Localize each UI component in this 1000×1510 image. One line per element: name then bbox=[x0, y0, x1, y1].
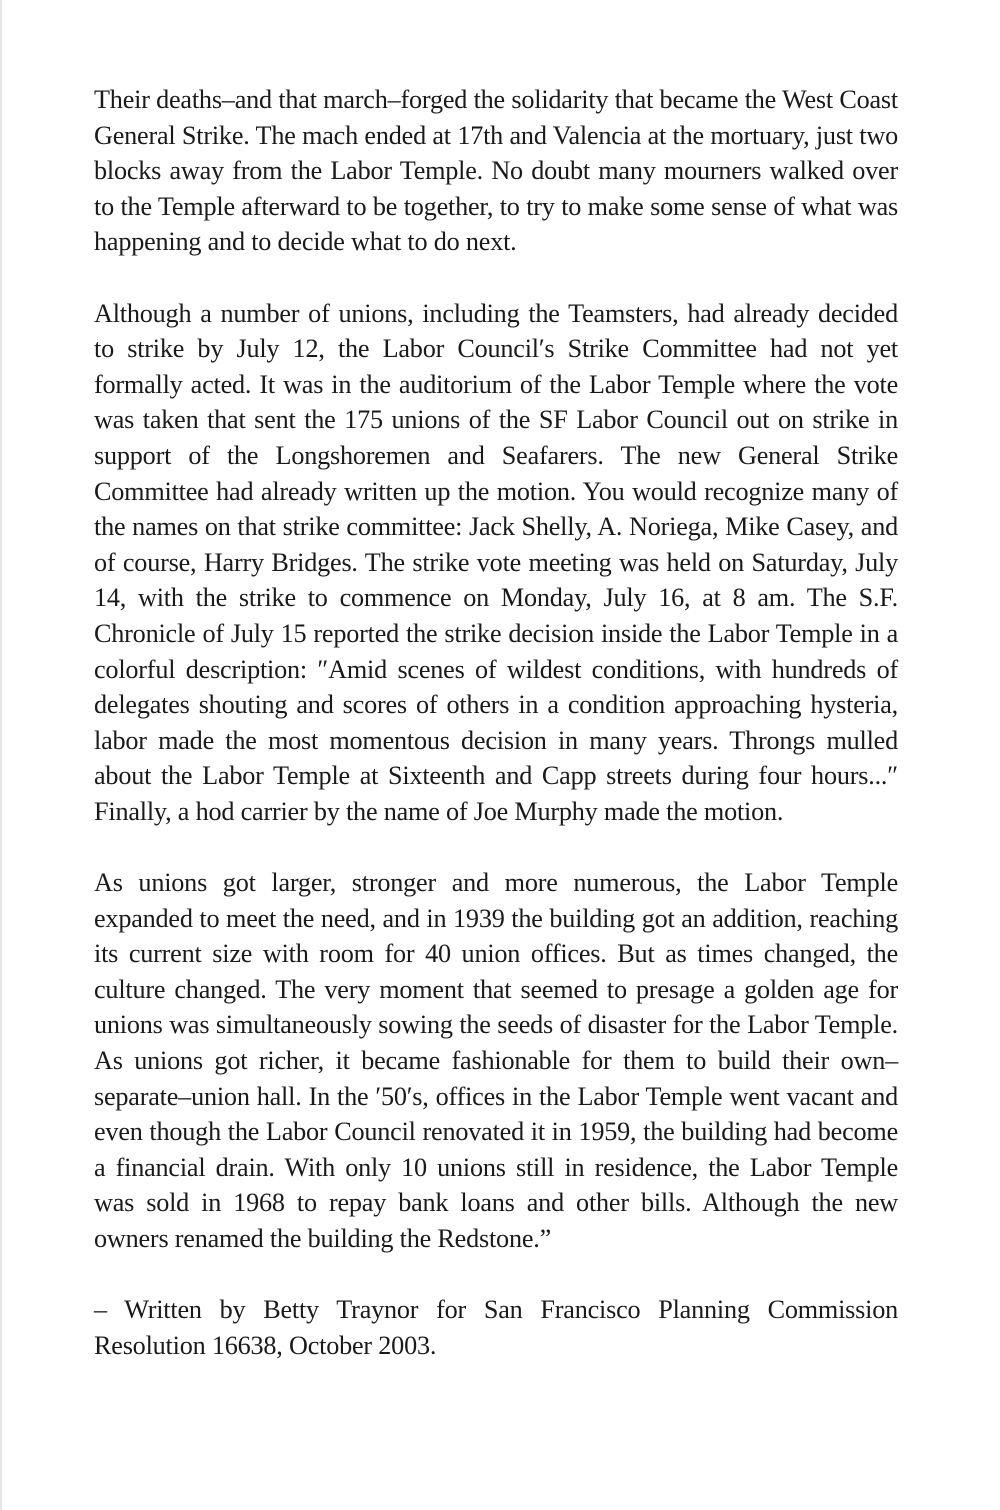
document-body bbox=[94, 82, 898, 1363]
paragraph-labor-temple-decline: As unions got larger, stronger and more numerous, the Labor Temple expanded to meet the need, and in 1939 the building got an addition, reaching its current size with room for 40 union offices. But as times changed, the culture changed. The very moment that seemed to presage a golden age for unions was simultaneously sowing the seeds of disaster for the Labor Temple. As unions got richer, it became fashionable for them to build their own– separate–union hall. In the ′50′s, offices in the Labor Temple went vacant and even though the Labor Council renovated it in 1959, the building had become a financial drain. With only 10 unions still in residence, the Labor Temple was sold in 1968 to repay bank loans and other bills. Although the new owners renamed the building the Redstone.” bbox=[94, 868, 898, 1253]
paragraph-march-solidarity: Their deaths–and that march–forged the solidarity that became the West Coast General Strike. The mach ended at 17th and Valencia at the mortuary, just two blocks away from the Labor Temple. No doubt many mourners walked over to the Temple afterward to be together, to try to make some sense of what was happening and to decide what to do next. bbox=[94, 85, 898, 257]
paragraph-strike-vote: Although a number of unions, including the Teamsters, had already decided to strike by July 12, the Labor Council′s Strike Committee had not yet formally acted. It was in the auditorium of the Labor Temple where the vote was taken that sent the 175 unions of the SF Labor Council out on strike in support of the Longshoremen and Seafarers. The new General Strike Committee had already written up the motion. You would recognize many of the names on that strike committee: Jack Shelly, A. Noriega, Mike Casey, and of course, Harry Bridges. The strike vote meeting was held on Saturday, July 14, with the strike to commence on Monday, July 16, at 8 am. The S.F. Chronicle of July 15 reported the strike decision inside the Labor Temple in a colorful description: ″Amid scenes of wildest conditions, with hundreds of delegates shouting and scores of others in a condition approaching hysteria, labor made the most momentous decision in many years. Throngs mulled about the Labor Temple at Sixteenth and Capp streets during four hours...″ Finally, a hod carrier by the name of Joe Murphy made the motion. bbox=[94, 298, 898, 826]
attribution: – Written by Betty Traynor for San Francisco Planning Commission Resolution 16638, October 2003. bbox=[94, 1295, 898, 1360]
